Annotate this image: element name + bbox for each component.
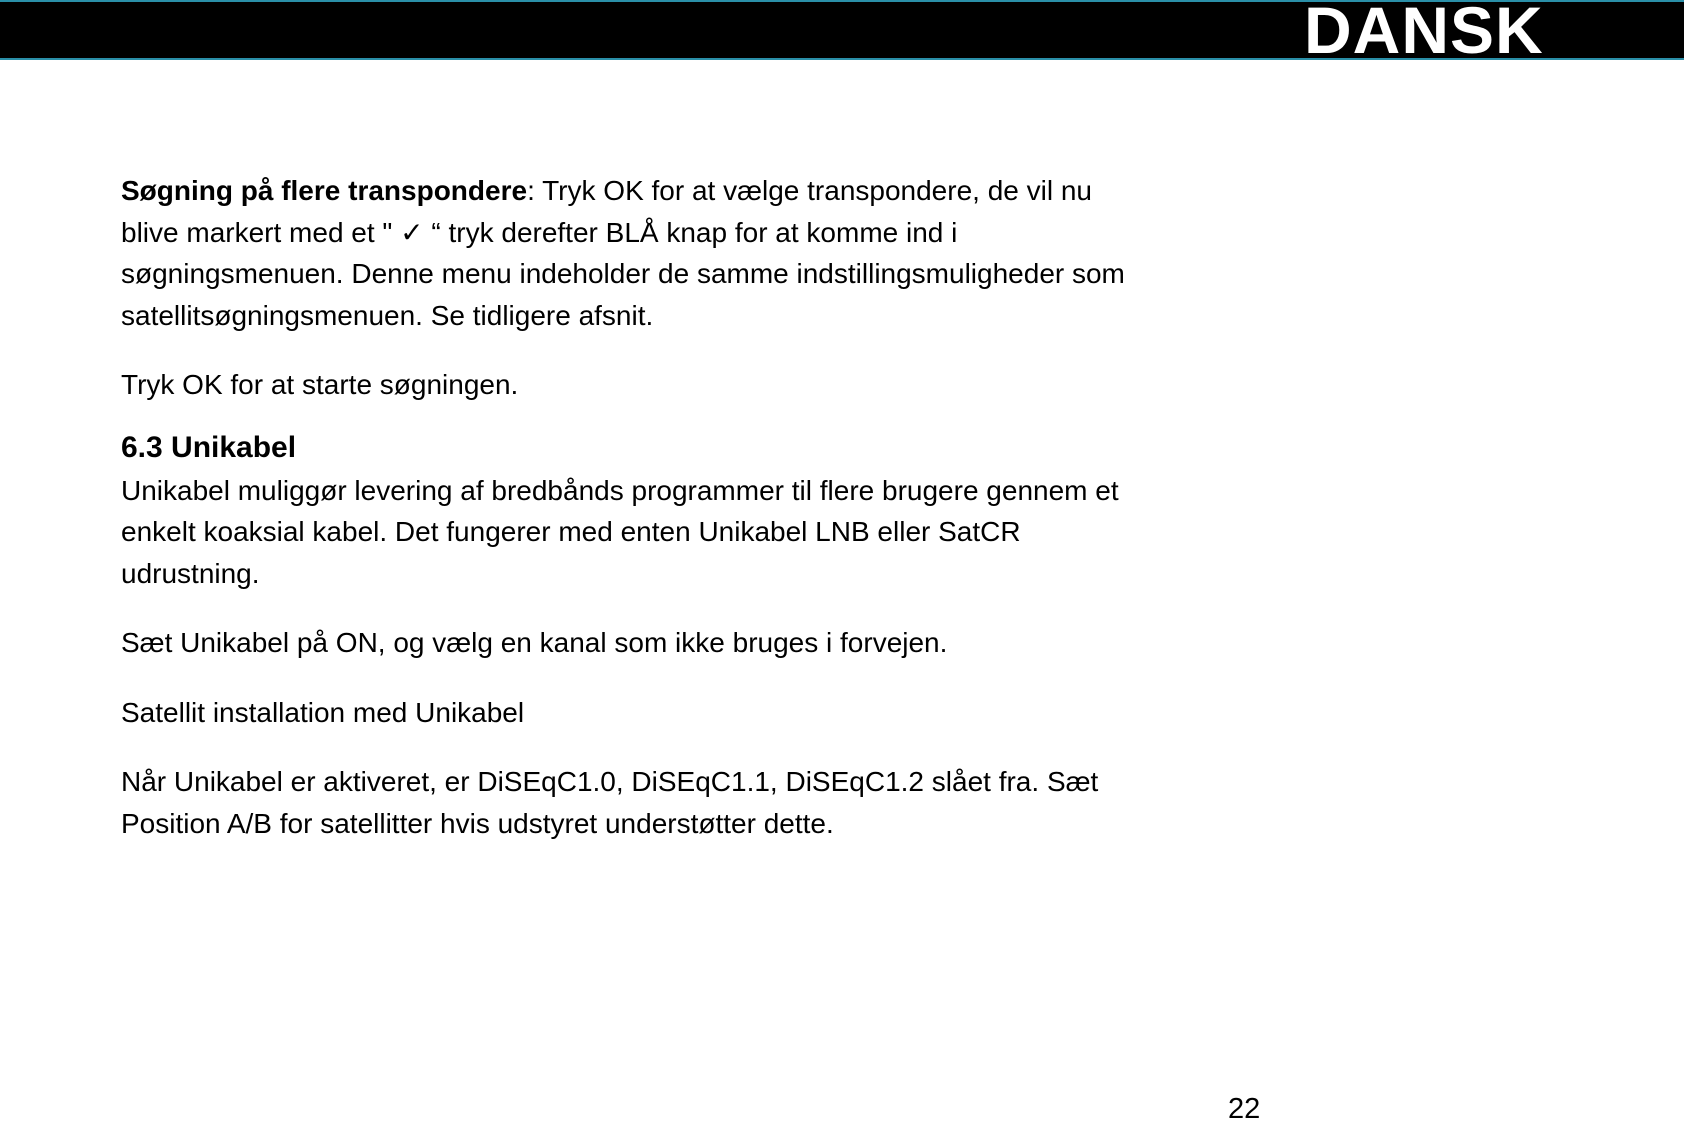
language-label: DANSK — [1304, 0, 1544, 67]
paragraph-line: satellitsøgningsmenuen. Se tidligere afsnit. — [121, 299, 654, 331]
paragraph-line: søgningsmenuen. Denne menu indeholder de samme indstillingsmuligheder som — [121, 258, 1125, 289]
paragraph-spacer — [121, 664, 1271, 692]
paragraph-spacer — [121, 594, 1271, 622]
paragraph-spacer — [121, 336, 1271, 364]
paragraph-line: Når Unikabel er aktiveret, er DiSEqC1.0, DiSEqC1.1, DiSEqC1.2 slået fra. Sæt — [121, 766, 1099, 797]
unicable-on-paragraph: Sæt Unikabel på ON, og vælg en kanal som ikke bruges i forvejen. — [121, 627, 948, 658]
satellite-install-paragraph: Satellit installation med Unikabel — [121, 696, 525, 728]
start-search-paragraph: Tryk OK for at starte søgningen. — [121, 369, 519, 400]
paragraph-line: udrustning. — [121, 557, 260, 589]
bold-lead-term: Søgning på flere transpondere — [121, 175, 528, 206]
paragraph-line: Position A/B for satellitter hvis udstyret understøtter dette. — [121, 807, 834, 839]
paragraph-spacer — [121, 733, 1271, 761]
paragraph-line: blive markert med et " ✓ “ tryk derefter BLÅ knap for at komme ind i — [121, 216, 958, 248]
paragraph-spacer — [121, 406, 1271, 426]
paragraph-line: enkelt koaksial kabel. Det fungerer med enten Unikabel LNB eller SatCR — [121, 516, 1021, 547]
line-text: : Tryk OK for at vælge transpondere, de vil nu — [527, 175, 1092, 206]
page-number: 22 — [1228, 1093, 1261, 1125]
unicable-intro-paragraph — [121, 470, 1271, 595]
paragraph-line: Unikabel muliggør levering af bredbånds programmer til flere brugere gennem et — [121, 474, 1119, 506]
diseqc-paragraph — [121, 761, 1271, 844]
section-heading: 6.3 Unikabel — [121, 430, 297, 464]
page-content — [121, 170, 1271, 844]
header-bar — [0, 0, 1684, 67]
transponder-search-paragraph — [121, 170, 1271, 336]
paragraph-line — [121, 170, 1271, 212]
